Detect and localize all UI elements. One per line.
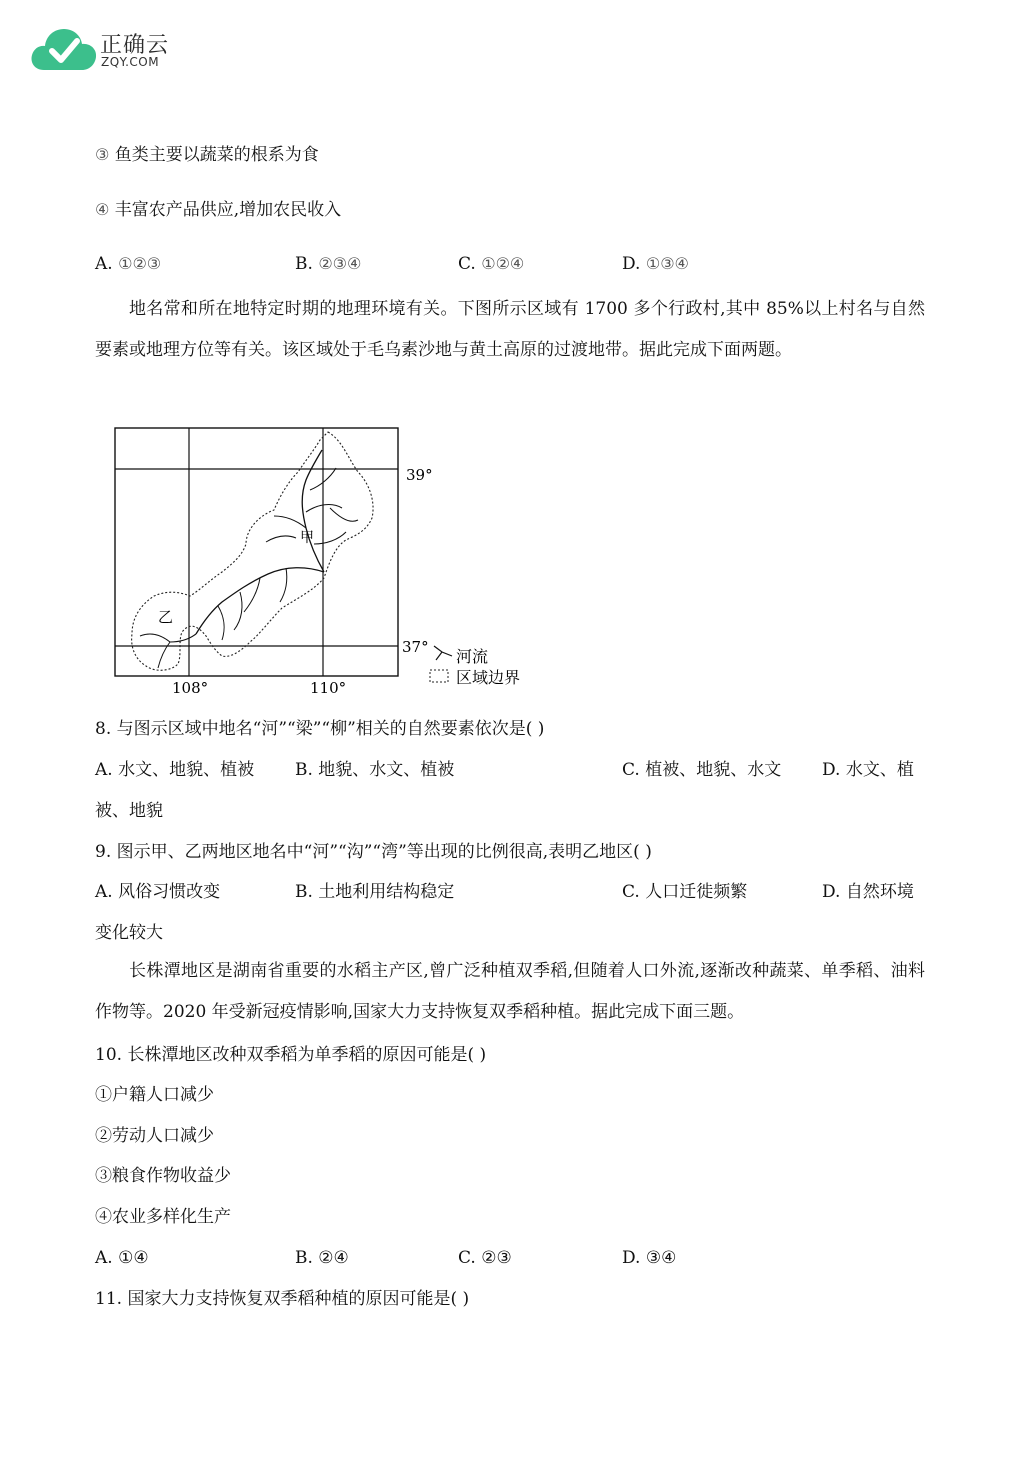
q8-option-d-cont: 被、地貌 bbox=[95, 801, 163, 821]
zqy-logo bbox=[30, 26, 180, 74]
q9-option-a: A. 风俗习惯改变 bbox=[95, 882, 221, 902]
logo-brand-text: 正确云 bbox=[100, 33, 170, 58]
legend-boundary-label: 区域边界 bbox=[456, 668, 521, 687]
q7-option-d: D. ①③④ bbox=[622, 254, 689, 274]
q10-option-b: B. ②④ bbox=[295, 1248, 349, 1268]
lat-label-37: 37° bbox=[402, 638, 429, 656]
map-label-jia: 甲 bbox=[300, 530, 314, 546]
q11-stem: 11. 国家大力支持恢复双季稻种植的原因可能是( ) bbox=[95, 1289, 470, 1309]
legend-river-label: 河流 bbox=[456, 647, 489, 666]
q9-option-d: D. 自然环境 bbox=[822, 882, 914, 902]
q10-item-4: ④农业多样化生产 bbox=[95, 1207, 231, 1227]
intro-paragraph-2: 长株潭地区是湖南省重要的水稻主产区,曾广泛种植双季稻,但随着人口外流,逐渐改种蔬菜、单季稻、油料作物等。2020 年受新冠疫情影响,国家大力支持恢复双季稻种植。据此完成下面三题。 bbox=[95, 961, 925, 1022]
circled-four-icon: ④ bbox=[95, 200, 110, 219]
lon-label-110: 110° bbox=[310, 679, 347, 697]
q8-option-a: A. 水文、地貌、植被 bbox=[95, 760, 255, 780]
q8-option-c: C. 植被、地貌、水文 bbox=[622, 760, 782, 780]
logo-domain-text: ZQY.COM bbox=[101, 55, 160, 69]
map-label-yi: 乙 bbox=[158, 608, 174, 626]
intro-paragraph-1: 地名常和所在地特定时期的地理环境有关。下图所示区域有 1700 多个行政村,其中 85%以上村名与自然要素或地理方位等有关。该区域处于毛乌素沙地与黄土高原的过渡地带。据此完成下面两题。 bbox=[95, 299, 925, 360]
cloud-check-icon bbox=[30, 26, 98, 72]
circled-three-icon: ③ bbox=[95, 145, 110, 164]
q10-option-a: A. ①④ bbox=[95, 1248, 149, 1268]
lat-label-39: 39° bbox=[406, 466, 433, 484]
q7-option-b: B. ②③④ bbox=[295, 254, 362, 274]
q7-item-4: ④ 丰富农产品供应,增加农民收入 bbox=[95, 200, 342, 220]
lon-label-108: 108° bbox=[172, 679, 209, 697]
q8-option-d: D. 水文、植 bbox=[822, 760, 914, 780]
q8-stem: 8. 与图示区域中地名“河”“梁”“柳”相关的自然要素依次是( ) bbox=[95, 719, 545, 739]
q7-item-3: ③ 鱼类主要以蔬菜的根系为食 bbox=[95, 145, 319, 165]
legend-river-icon bbox=[434, 646, 452, 656]
q8-option-b: B. 地貌、水文、植被 bbox=[295, 760, 455, 780]
q9-option-b: B. 土地利用结构稳定 bbox=[295, 882, 455, 902]
q7-option-c: C. ①②④ bbox=[458, 254, 525, 274]
q10-option-d: D. ③④ bbox=[622, 1248, 677, 1268]
q10-item-3: ③粮食作物收益少 bbox=[95, 1166, 231, 1186]
q9-option-c: C. 人口迁徙频繁 bbox=[622, 882, 748, 902]
q9-stem: 9. 图示甲、乙两地区地名中“河”“沟”“湾”等出现的比例很高,表明乙地区( ) bbox=[95, 842, 652, 862]
legend-boundary-icon bbox=[430, 670, 448, 682]
q7-option-a: A. ①②③ bbox=[95, 254, 162, 274]
q10-item-2: ②劳动人口减少 bbox=[95, 1126, 214, 1146]
q9-option-d-cont: 变化较大 bbox=[95, 923, 163, 943]
q10-stem: 10. 长株潭地区改种双季稻为单季稻的原因可能是( ) bbox=[95, 1045, 487, 1065]
q10-option-c: C. ②③ bbox=[458, 1248, 512, 1268]
region-map bbox=[110, 420, 540, 700]
q10-item-1: ①户籍人口减少 bbox=[95, 1085, 214, 1105]
